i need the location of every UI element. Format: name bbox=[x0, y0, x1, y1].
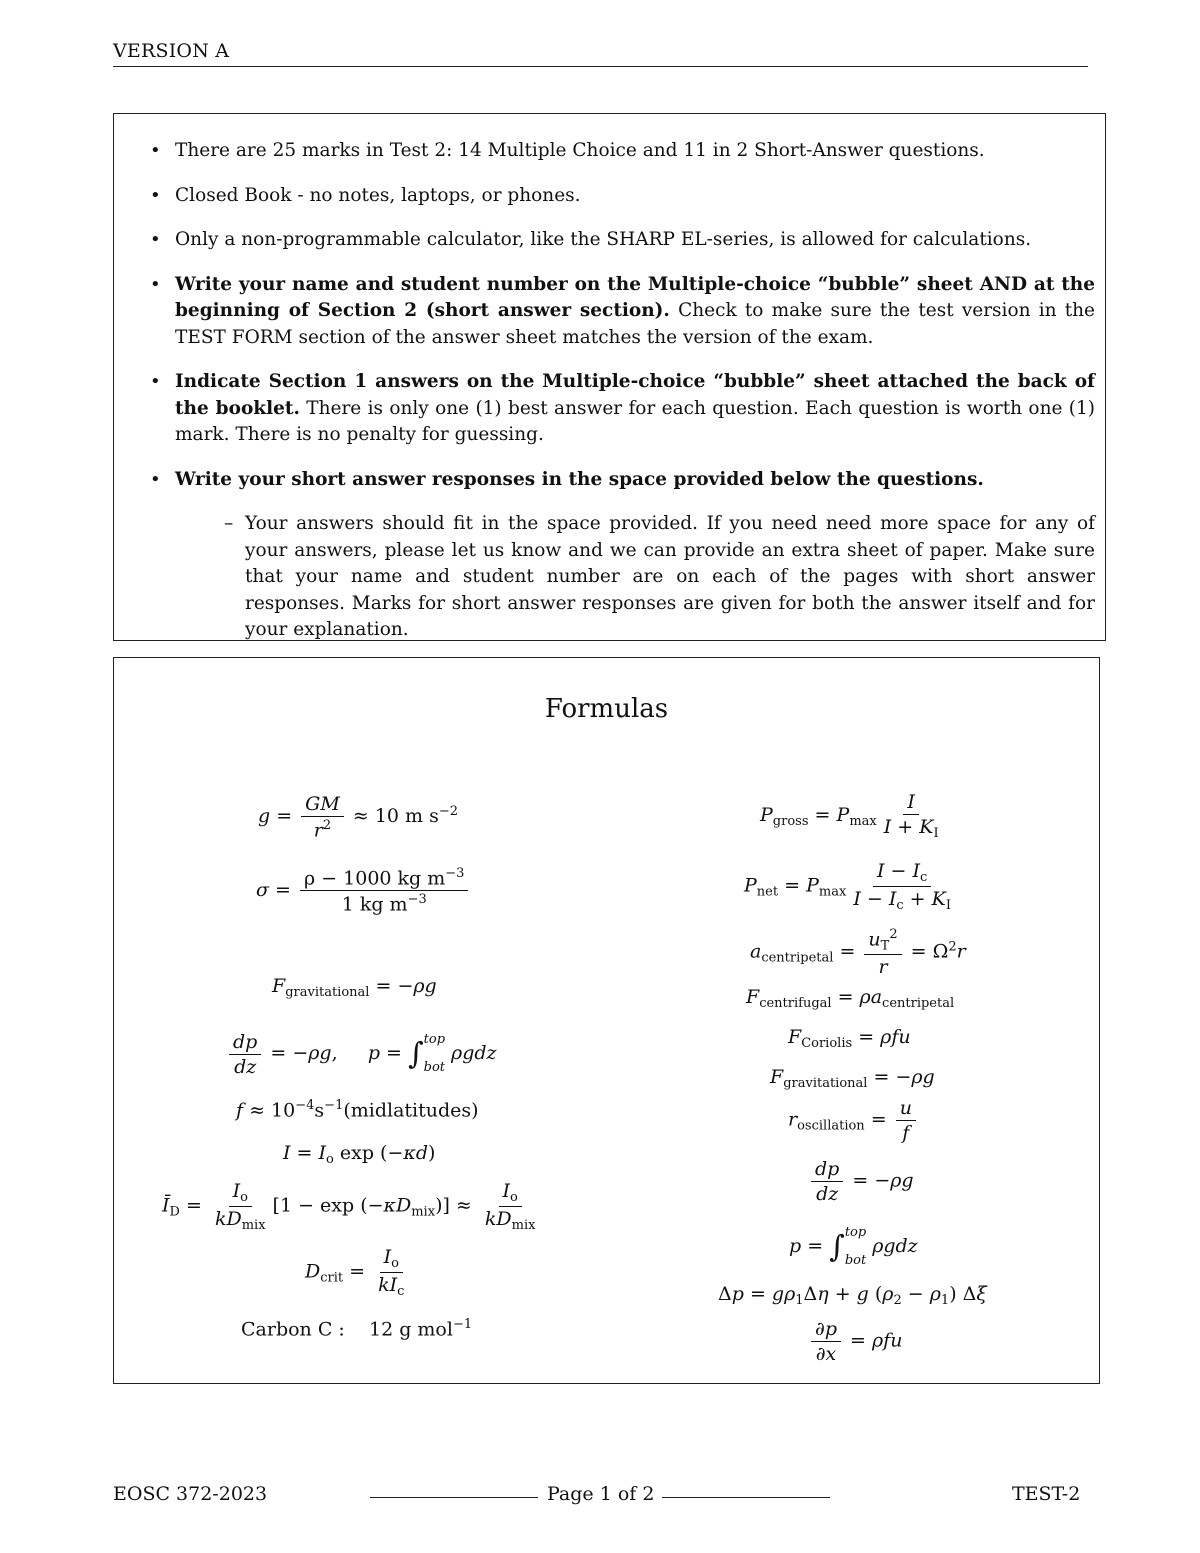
formula-f-gravitational: $F_{gravitational} = -\rho g$ bbox=[272, 975, 437, 1000]
version-label: VERSION A bbox=[113, 40, 230, 62]
formula-p-gross: $P_{gross} = P_{max}$ $\frac{I}{I + K_I}$ bbox=[760, 791, 939, 841]
formula-gravity: g = $\frac{GM}{r^2}$ ≈ 10 m $s^{-2}$ bbox=[258, 793, 459, 842]
instruction-item: • Write your short answer responses in the space provided below the questions. – Your answers should fit in the space provided. If you need need more space for any of your answers, please let us know and we can provide an extra sheet of paper. Make sure that your name and student number are on each of the pages with short answer responses. Marks for short answer responses are given for both the answer itself and for your explanation. bbox=[150, 467, 1095, 644]
footer-rule-left bbox=[370, 1497, 538, 1498]
instruction-item: • Write your name and student number on the Multiple-choice “bubble” sheet AND at the beginning of Section 2 (short answer section). Check to make sure the test version in the TEST FORM section of the answer sheet matches the version of the exam. bbox=[150, 272, 1095, 352]
instruction-item: • Closed Book - no notes, laptops, or phones. bbox=[150, 183, 1095, 210]
formula-hydrostatic: $\frac{dp}{dz}$ = −ρg, p = ∫ top bot ρgdz bbox=[226, 1026, 497, 1082]
formulas-title: Formulas bbox=[544, 694, 669, 724]
formula-critical-depth: $D_{crit}$ = $\frac{I_o}{kI_c}$ bbox=[305, 1246, 405, 1299]
formula-p-net: $P_{net} = P_{max}$ $\frac{I - I_c}{I - I_c + K_I}$ bbox=[744, 860, 951, 913]
formula-carbon: Carbon C : 12 g mol$^{-1}$ bbox=[241, 1317, 473, 1341]
formula-light-attenuation: $I = I_o$ exp (−κd) bbox=[283, 1142, 436, 1167]
formula-pressure-integral: p = ∫ top bot ρgdz bbox=[789, 1225, 918, 1268]
formula-coriolis-param: $f \approx 10^{-4}s^{-1}(midlatitudes)$ bbox=[236, 1098, 479, 1122]
instructions-list bbox=[150, 138, 1095, 662]
formula-delta-p: $\Delta p = g\rho_1\Delta\eta + g$ $(\rho_2 - \rho_1)$ Δξ bbox=[718, 1283, 987, 1308]
formula-f-coriolis: $F_{Coriolis} = \rho fu$ bbox=[788, 1026, 911, 1051]
formulas-box bbox=[113, 657, 1100, 1384]
footer-rule-right bbox=[662, 1497, 830, 1498]
footer-course: EOSC 372-2023 bbox=[113, 1483, 268, 1505]
formula-f-centrifugal: $F_{centrifugal} = \rho a_{centripetal}$ bbox=[746, 986, 955, 1011]
instruction-item: • Only a non-programmable calculator, like the SHARP EL-series, is allowed for calculations. bbox=[150, 227, 1095, 254]
instruction-item: • There are 25 marks in Test 2: 14 Multiple Choice and 11 in 2 Short-Answer questions. bbox=[150, 138, 1095, 165]
footer-test: TEST-2 bbox=[1012, 1483, 1081, 1505]
formula-f-gravitational-2: $F_{gravitational} = -\rho g$ bbox=[770, 1066, 935, 1091]
formula-hydrostatic-2: $\frac{dp}{dz}$ = −ρg bbox=[808, 1158, 914, 1205]
header-rule bbox=[113, 66, 1088, 67]
formula-r-oscillation: $r_{oscillation}$ = $\frac{u}{f}$ bbox=[788, 1097, 919, 1144]
formula-mean-light: $Ī_D$ = $\frac{I_o}{kD_{mix}}$ $[1 - \exp (-\kappa D_{mix})]$ ≈ $\frac{I_o}{kD_{mix}}$ bbox=[162, 1180, 536, 1233]
formula-a-centripetal: $a_{centripetal}$ = $\frac{u_T^2}{r}$ = $\Omega^2r$ bbox=[750, 927, 966, 979]
formula-geostrophic: $\frac{\partial p}{\partial x}$ = ρfu bbox=[808, 1318, 902, 1365]
footer-page: Page 1 of 2 bbox=[547, 1483, 655, 1505]
instruction-item: • Indicate Section 1 answers on the Multiple-choice “bubble” sheet attached the back of the booklet. There is only one (1) best answer for each question. Each question is worth one (1) mark. There is no penalty for guessing. bbox=[150, 369, 1095, 449]
instruction-subitem: – Your answers should fit in the space provided. If you need need more space for any of your answers, please let us know and we can provide an extra sheet of paper. Make sure that your name and student number are on each of the pages with short answer responses. Marks for short answer responses are given for both the answer itself and for your explanation. bbox=[200, 511, 1095, 644]
formula-sigma: σ = $\frac{\rho - 1000 kg m^{-3}}{1 kg m^{-3}}$ bbox=[256, 866, 471, 916]
